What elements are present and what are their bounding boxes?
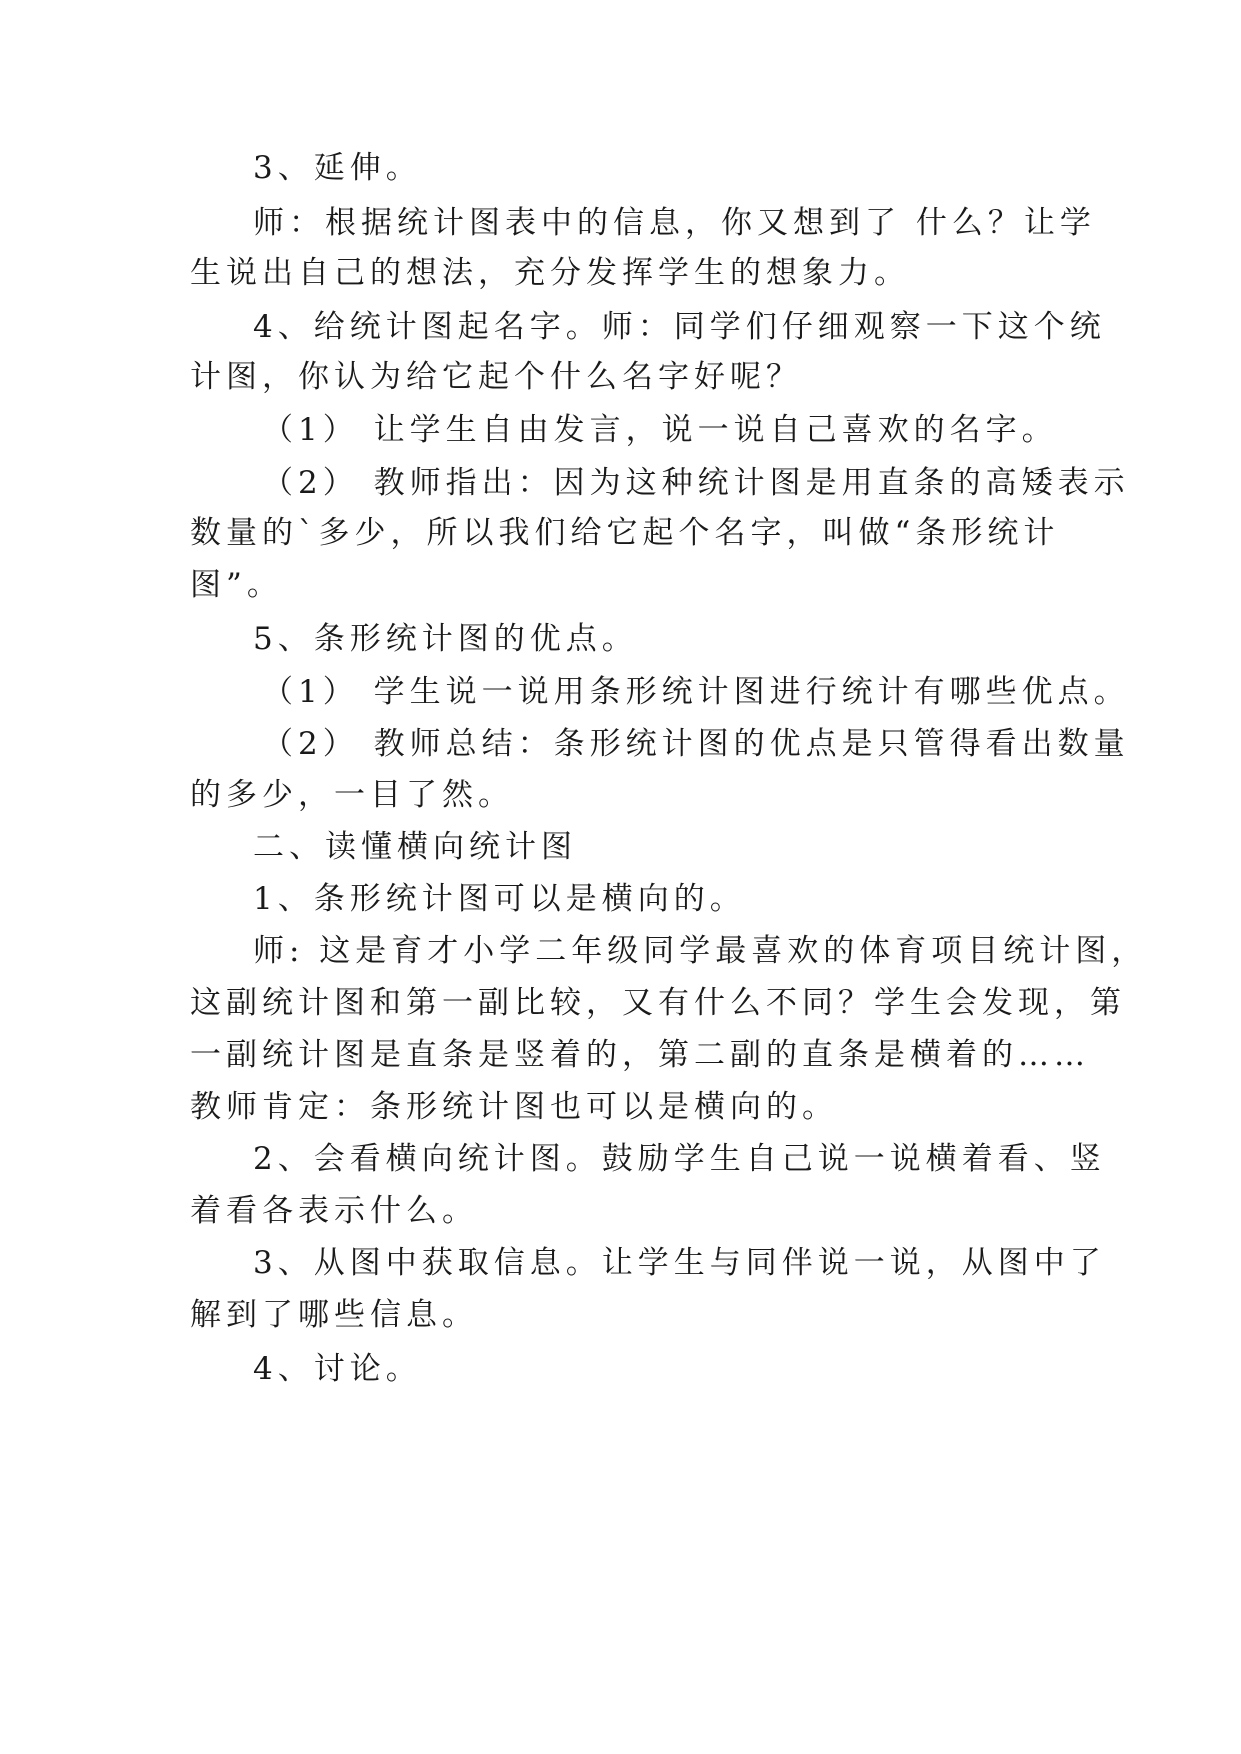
section-heading: 二、读懂横向统计图 xyxy=(253,829,577,865)
paragraph-line: （1） 让学生自由发言，说一说自己喜欢的名字。 xyxy=(262,412,1058,448)
paragraph-line: 的多少，一目了然。 xyxy=(190,777,514,813)
paragraph-line: 一副统计图是直条是竖着的，第二副的直条是横着的…… xyxy=(190,1037,1090,1073)
paragraph-line: 3、从图中获取信息。让学生与同伴说一说，从图中了 xyxy=(253,1245,1106,1281)
paragraph-line: 教师肯定：条形统计图也可以是横向的。 xyxy=(190,1089,838,1125)
paragraph-line: （2） 教师总结：条形统计图的优点是只管得看出数量 xyxy=(262,726,1130,762)
paragraph-line: 2、会看横向统计图。鼓励学生自己说一说横着看、竖 xyxy=(253,1141,1106,1177)
paragraph-line: 3、延伸。 xyxy=(253,150,422,186)
paragraph-line: （2） 教师指出：因为这种统计图是用直条的高矮表示 xyxy=(262,465,1130,501)
paragraph-line: 着看各表示什么。 xyxy=(190,1193,478,1229)
paragraph-line: （1） 学生说一说用条形统计图进行统计有哪些优点。 xyxy=(262,674,1130,710)
paragraph-line: 这副统计图和第一副比较，又有什么不同？学生会发现，第 xyxy=(190,985,1126,1021)
paragraph-line: 图”。 xyxy=(190,567,283,603)
paragraph-line: 5、条形统计图的优点。 xyxy=(253,621,638,657)
paragraph-line: 师：根据统计图表中的信息，你又想到了 什么？让学 xyxy=(253,205,1096,241)
paragraph-line: 4、给统计图起名字。师：同学们仔细观察一下这个统 xyxy=(253,309,1106,345)
paragraph-line: 解到了哪些信息。 xyxy=(190,1297,478,1333)
paragraph-line: 师: 这是育才小学二年级同学最喜欢的体育项目统计图， xyxy=(253,933,1148,969)
paragraph-line: 生说出自己的想法，充分发挥学生的想象力。 xyxy=(190,255,910,291)
paragraph-line: 数量的`多少，所以我们给它起个名字，叫做“条形统计 xyxy=(190,515,1060,551)
paragraph-line: 计图，你认为给它起个什么名字好呢？ xyxy=(190,359,802,395)
paragraph-line: 4、讨论。 xyxy=(253,1351,422,1387)
paragraph-line: 1、条形统计图可以是横向的。 xyxy=(253,881,746,917)
